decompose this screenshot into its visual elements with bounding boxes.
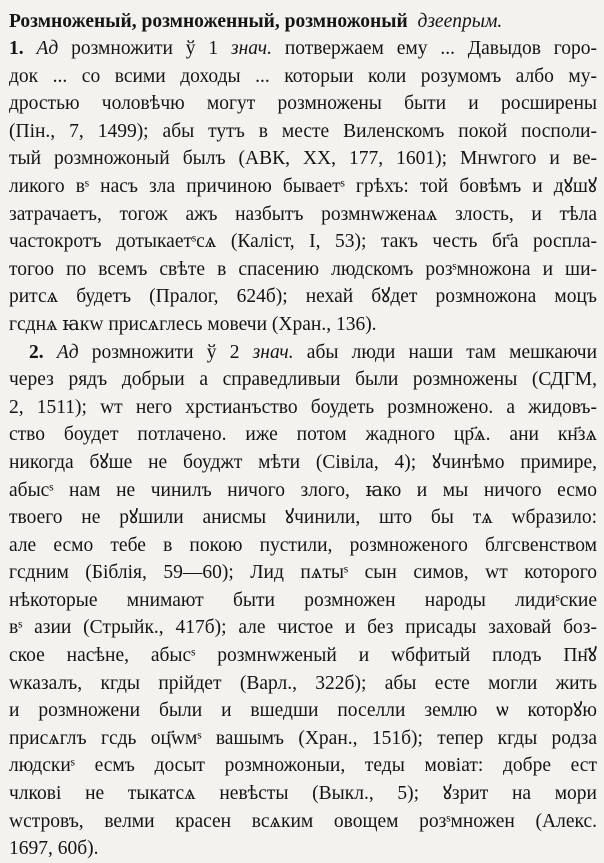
- meaning-abbr: знач.: [252, 341, 294, 363]
- headword: Розмноженый, розмноженный, розмножоный: [9, 11, 408, 32]
- body-line: ство боудет потлачено. иже потом жадного цр҃ѧ. ани кн҃зѧ: [9, 424, 597, 446]
- body-line: (Пін., 7, 1499); абы тутъ в месте Виленскомъ покой посполи-: [9, 120, 597, 142]
- body-line: ликого вˢ насъ зла причиною бываетˢ грѣхъ: той бовѣмъ и дꙋшꙋ: [9, 175, 597, 197]
- body-line: 2, 1511); wт него хрстианъство боудеть розмножено. а жидовъ-: [9, 396, 597, 418]
- body-line: гсдним (Біблія, 59—60); Лид пѧтыˢ сын симов, wт которого: [9, 562, 597, 584]
- body-line: wказалъ, кгды прійдет (Варл., 322б); абы есте могли жить: [9, 672, 597, 694]
- body-line: док ... со всими доходы ... которыи коли розумомъ албо му-: [9, 65, 597, 87]
- body-line: нѣкоторые мнимают быти розмножен народы лидиˢские: [9, 589, 597, 611]
- sense-label: Ад: [36, 38, 59, 59]
- body-line: wстровъ, велми красен всѧким овощем розˢмножен (Алекс.: [9, 810, 597, 832]
- sense-label: Ад: [56, 341, 79, 363]
- sense-2-line: [9, 339, 597, 367]
- sense-1-line: [9, 35, 597, 63]
- body-line: члковi не тыкатсѧ невѣсты (Выкл., 5); ꙋзрит на мори: [9, 783, 597, 805]
- body-line: абысˢ нам не чинилъ ничого злого, ꙗко и мы ничого есмо: [9, 479, 597, 501]
- body-line: никогда бꙋше не боуджт мѣти (Сівіла, 4); ꙋчинѣмо примире,: [9, 451, 597, 473]
- entry-headline: [9, 8, 597, 35]
- body-line: затрачаетъ, тогож ажъ назбытъ розмнwженаѧ злость, и тѣла: [9, 203, 597, 225]
- body-line: 1697, 60б).: [9, 838, 99, 860]
- sense-number: 2.: [29, 341, 44, 363]
- body-text: абы люди наши там мешкаючи: [306, 341, 597, 363]
- body-line: людскиˢ есмъ досыт розмножоныи, теды мовіат: добре ест: [9, 755, 597, 777]
- body-line: тый розмножоный былъ (АВК, XX, 177, 1601); Мнwгого и ве-: [9, 148, 597, 170]
- body-line: гсднѧ ꙗкw присѧглесь мовечи (Хран., 136).: [9, 313, 377, 335]
- part-of-speech: дзеепрым.: [417, 11, 503, 32]
- body-line: присѧглъ гсдь оц҃wмˢ вашымъ (Хран., 151б); тепер кгды родза: [9, 727, 597, 749]
- sense-number: 1.: [9, 38, 24, 59]
- sense-1: [9, 35, 597, 339]
- body-line: вˢ азии (Стрыйк., 417б); але чистое и без присады заховай боз-: [9, 617, 597, 639]
- body-line: ское насѣне, абысˢ розмнwженый и wбфитый плодъ Пн҃ꙋ: [9, 645, 597, 667]
- sense-2: [9, 339, 597, 863]
- reference-verb: розмножити ў 2: [91, 341, 240, 363]
- meaning-abbr: знач.: [231, 38, 272, 59]
- body-line: твоего не рꙋшили анисмы ꙋчинили, што бы тѧ wбразило:: [9, 507, 597, 529]
- body-line: через рядъ добрыи а справедливыи были розмножены (СДГМ,: [9, 369, 597, 391]
- body-line: дростью чоловѣчю могут розмножены быти и росширены: [9, 93, 597, 115]
- body-line: тогоо по всемъ свѣте в спасению людскомъ розˢмножона и ши-: [9, 258, 597, 280]
- body-line: ритсѧ будетъ (Пралог, 624б); нехай бꙋдет розмножона моцъ: [9, 286, 597, 308]
- reference-verb: розмножити ў 1: [71, 38, 219, 59]
- body-line: але есмо тебе в покою пустили, розмноженого блгсвенством: [9, 534, 597, 556]
- body-text: потвержаем ему ... Давыдов горо-: [284, 38, 597, 59]
- body-line: и розмножени были и вшедши поселли землю ѡ которꙋю: [9, 700, 597, 722]
- body-line: частокротъ дотыкаетˢсѧ (Каліст, І, 53); такъ честь бг҃а роспла-: [9, 231, 597, 253]
